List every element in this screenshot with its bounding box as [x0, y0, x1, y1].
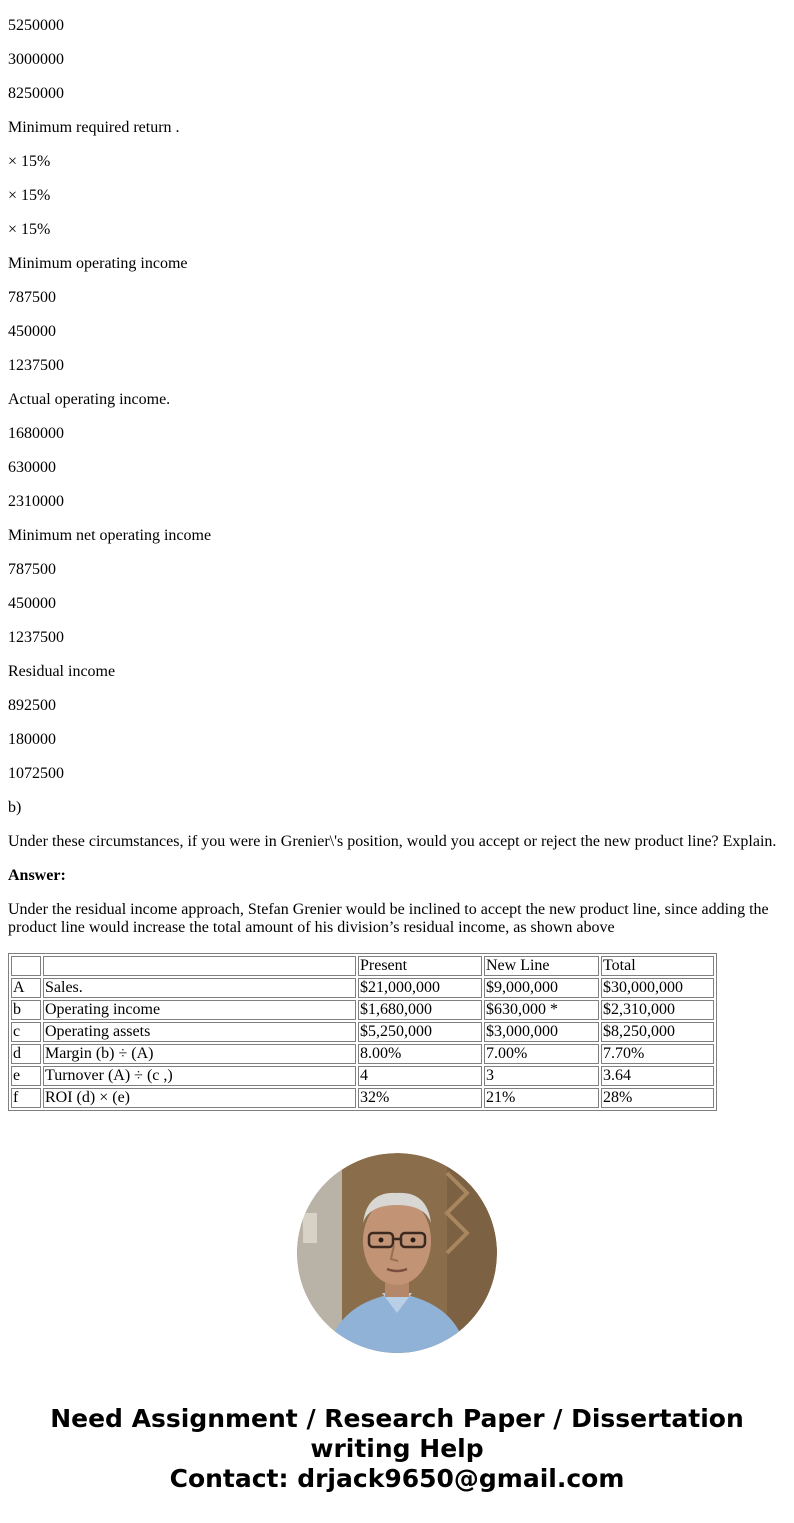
- table-cell: A: [11, 978, 41, 998]
- text-line: 5250000: [8, 17, 64, 34]
- header-cell: New Line: [484, 956, 599, 976]
- text-line: 1072500: [8, 765, 64, 782]
- table-cell: $8,250,000: [601, 1022, 714, 1042]
- table-cell: $630,000 *: [484, 1000, 599, 1020]
- header-cell: [11, 956, 41, 976]
- text-line: b): [8, 799, 22, 816]
- table-row: [11, 1066, 714, 1086]
- table-cell: Sales.: [43, 978, 356, 998]
- answer-text: Under the residual income approach, Stefan Grenier would be inclined to accept the new product line, since adding the product line would increase the total amount of his division’s residual income, as shown above: [8, 901, 769, 936]
- header-cell: Present: [358, 956, 482, 976]
- table-row: [11, 1000, 714, 1020]
- table-row: [11, 978, 714, 998]
- text-line: Minimum required return .: [8, 119, 180, 136]
- document-body: [8, 0, 786, 1111]
- table-cell: $21,000,000: [358, 978, 482, 998]
- table-cell: $9,000,000: [484, 978, 599, 998]
- table-row: [11, 1022, 714, 1042]
- text-line: 1237500: [8, 357, 64, 374]
- text-line: × 15%: [8, 153, 51, 170]
- table-cell: $5,250,000: [358, 1022, 482, 1042]
- text-line: Residual income: [8, 663, 116, 680]
- text-line: 787500: [8, 289, 56, 306]
- text-line: Minimum operating income: [8, 255, 188, 272]
- table-cell: Margin (b) ÷ (A): [43, 1044, 356, 1064]
- table-cell: $3,000,000: [484, 1022, 599, 1042]
- promo-banner: [0, 1404, 794, 1494]
- promo-line: Need Assignment / Research Paper / Dissertation: [50, 1404, 744, 1433]
- table-cell: 3.64: [601, 1066, 714, 1086]
- table-cell: Operating assets: [43, 1022, 356, 1042]
- text-line: 8250000: [8, 85, 64, 102]
- table-cell: 32%: [358, 1088, 482, 1108]
- answer-label-text: Answer:: [8, 867, 66, 884]
- table-row: [11, 1044, 714, 1064]
- answer-label: [8, 867, 786, 885]
- text-line: × 15%: [8, 221, 51, 238]
- text-line: [8, 0, 786, 1]
- table-cell: 4: [358, 1066, 482, 1086]
- header-cell: [43, 956, 356, 976]
- table-cell: 7.70%: [601, 1044, 714, 1064]
- table-cell: ROI (d) × (e): [43, 1088, 356, 1108]
- table-header-row: [11, 956, 714, 976]
- table-cell: f: [11, 1088, 41, 1108]
- roi-table: [8, 953, 717, 1111]
- table-cell: d: [11, 1044, 41, 1064]
- table-cell: e: [11, 1066, 41, 1086]
- text-line: 1237500: [8, 629, 64, 646]
- table-cell: $30,000,000: [601, 978, 714, 998]
- author-avatar: [297, 1153, 497, 1353]
- table-cell: 7.00%: [484, 1044, 599, 1064]
- table-cell: c: [11, 1022, 41, 1042]
- text-line: 180000: [8, 731, 56, 748]
- table-cell: b: [11, 1000, 41, 1020]
- text-line: 3000000: [8, 51, 64, 68]
- text-line: 892500: [8, 697, 56, 714]
- text-line: 2310000: [8, 493, 64, 510]
- table-cell: $1,680,000: [358, 1000, 482, 1020]
- table-row: [11, 1088, 714, 1108]
- text-line: × 15%: [8, 187, 51, 204]
- text-line: 450000: [8, 323, 56, 340]
- table-cell: 8.00%: [358, 1044, 482, 1064]
- text-line: 450000: [8, 595, 56, 612]
- text-line: Actual operating income.: [8, 391, 171, 408]
- table-cell: Turnover (A) ÷ (c ,): [43, 1066, 356, 1086]
- header-cell: Total: [601, 956, 714, 976]
- text-line: 787500: [8, 561, 56, 578]
- promo-contact: Contact: drjack9650@gmail.com: [169, 1464, 625, 1493]
- question-text: Under these circumstances, if you were in Grenier\'s position, would you accept or reject the new product line? Explain.: [8, 833, 777, 850]
- table-cell: 21%: [484, 1088, 599, 1108]
- table-cell: 28%: [601, 1088, 714, 1108]
- author-photo-icon: [297, 1153, 497, 1353]
- text-line: 630000: [8, 459, 56, 476]
- table-cell: Operating income: [43, 1000, 356, 1020]
- table-cell: 3: [484, 1066, 599, 1086]
- text-line: 1680000: [8, 425, 64, 442]
- text-line: Minimum net operating income: [8, 527, 212, 544]
- promo-line: writing Help: [310, 1434, 484, 1463]
- table-cell: $2,310,000: [601, 1000, 714, 1020]
